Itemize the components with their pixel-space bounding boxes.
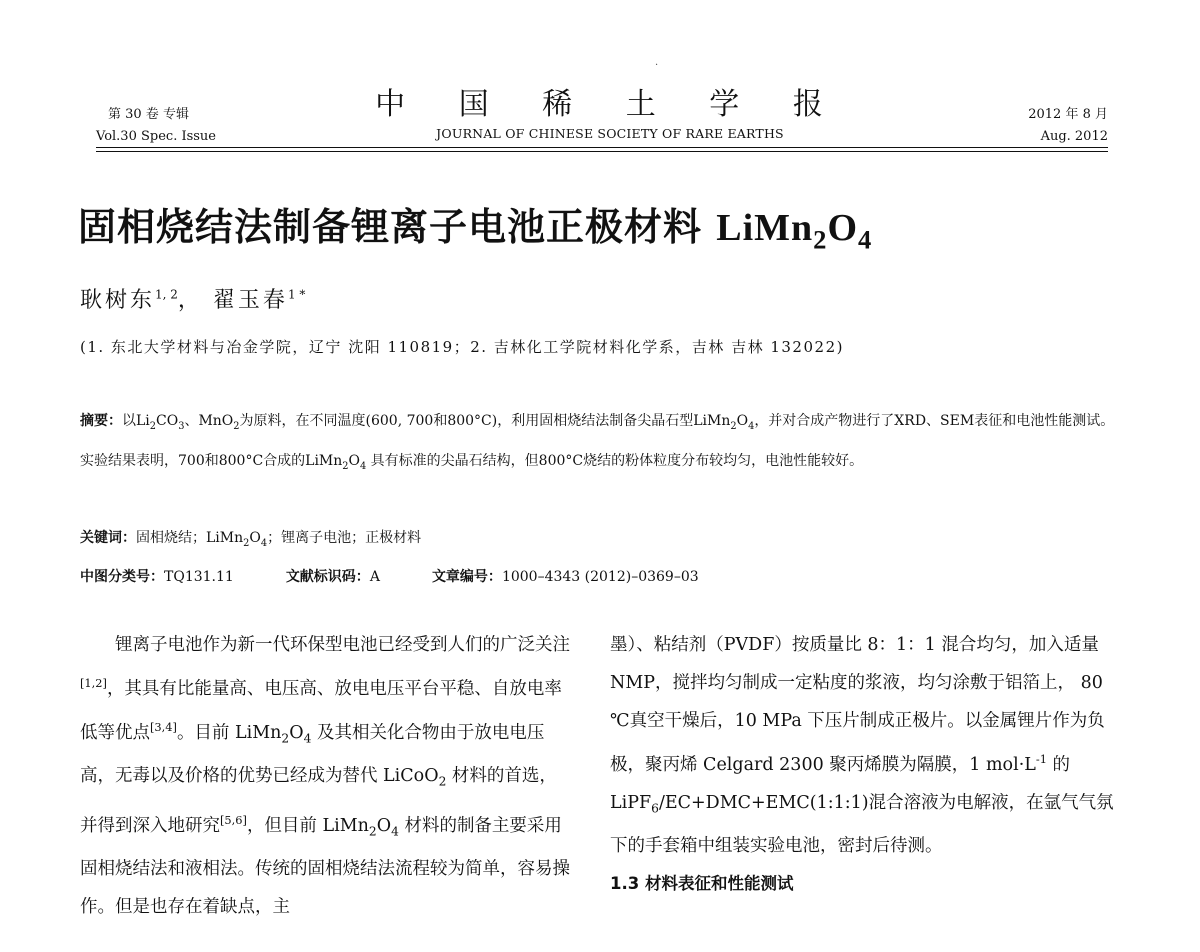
clc-number: TQ131.11 [164, 569, 234, 585]
journal-title-cn: 中 国 稀 土 学 报 [375, 87, 845, 122]
section-heading: 1.3 材料表征和性能测试 [610, 874, 794, 894]
header-rule-thin [96, 151, 1108, 152]
volume-en: Vol.30 Spec. Issue [96, 129, 216, 144]
author-2: 翟玉春 [212, 288, 288, 313]
classification-line: 中图分类号：TQ131.11 文献标识码：A 文章编号：1000–4343 (2012)–0369–03 [80, 569, 699, 585]
volume-info [96, 104, 216, 148]
keywords: 关键词：固相烧结；$LiMn_2O_4$；锂离子电池；正极材料 [80, 530, 422, 549]
author-1: 耿树东 [80, 288, 156, 313]
affiliation: (1. 东北大学材料与冶金学院，辽宁 沈阳 110819；2. 吉林化工学院材料化学系，吉林 吉林 132022) [80, 338, 844, 356]
volume-cn: 第 30 卷 专辑 [108, 107, 189, 122]
body-left-column: 锂离子电池作为新一代环保型电池已经受到人们的广泛关注[1,2]，其具有比能量高、电压高、放电电压平台平稳、自放电率低等优点[3,4]。目前 $LiMn_2O_4$ 及其相关化合物由于放电电压高，无毒以及价格的优势已经成为替代 LiCoO$_2$ 材料的首选，并得到深入地研究[5,6]，但目前 $LiMn_2O_4$ 材料的制备主要采用固相烧结法和液相法。传统的固相烧结法流程较为简单，容易操作。但是也存在着缺点，主 [80, 635, 570, 917]
issue-date [1028, 104, 1108, 148]
document-code: A [369, 569, 380, 585]
date-cn: 2012 年 8 月 [1028, 107, 1108, 122]
date-en: Aug. 2012 [1040, 129, 1108, 144]
article-number: 1000–4343 (2012)–0369–03 [501, 569, 699, 585]
stray-mark: · [655, 60, 659, 71]
authors: 耿树东$^{1, 2}$， 翟玉春$^{1 *}$ [80, 287, 306, 313]
article-title: 固相烧结法制备锂离子电池正极材料 $LiMn_2O_4$ [78, 205, 873, 255]
journal-title-en: JOURNAL OF CHINESE SOCIETY OF RARE EARTHS [436, 126, 784, 141]
abstract: 摘要：以$Li_2CO_3$、MnO$_2$为原料，在不同温度(600, 700和800°C)，利用固相烧结法制备尖晶石型$LiMn_2O_4$，并对合成产物进行了XRD、SEM表征和电池性能测试。实验结果表明，700和800°C合成的$LiMn_2O_4$ 具有标准的尖晶石结构，但800°C烧结的粉体粒度分布较均匀，电池性能较好。 [80, 413, 1115, 472]
journal-name [360, 86, 860, 141]
body-right-column: 墨）、粘结剂（PVDF）按质量比 8：1：1 混合均匀，加入适量 NMP，搅拌均匀制成一定粘度的浆液，均匀涂敷于铝箔上， 80 ℃真空干燥后，10 MPa 下压片制成正极片。以金属锂片作为负极，聚丙烯 Celgard 2300 聚丙烯膜为隔膜，1 $mol\cdot L^{-1}$ 的 LiPF$_6$/EC+DMC+EMC(1:1:1)混合溶液为电解液，在氩气气氛下的手套箱中组装实验电池，密封后待测。 1.3 材料表征和性能测试 [610, 635, 1114, 894]
header-rule-thick [96, 147, 1108, 148]
